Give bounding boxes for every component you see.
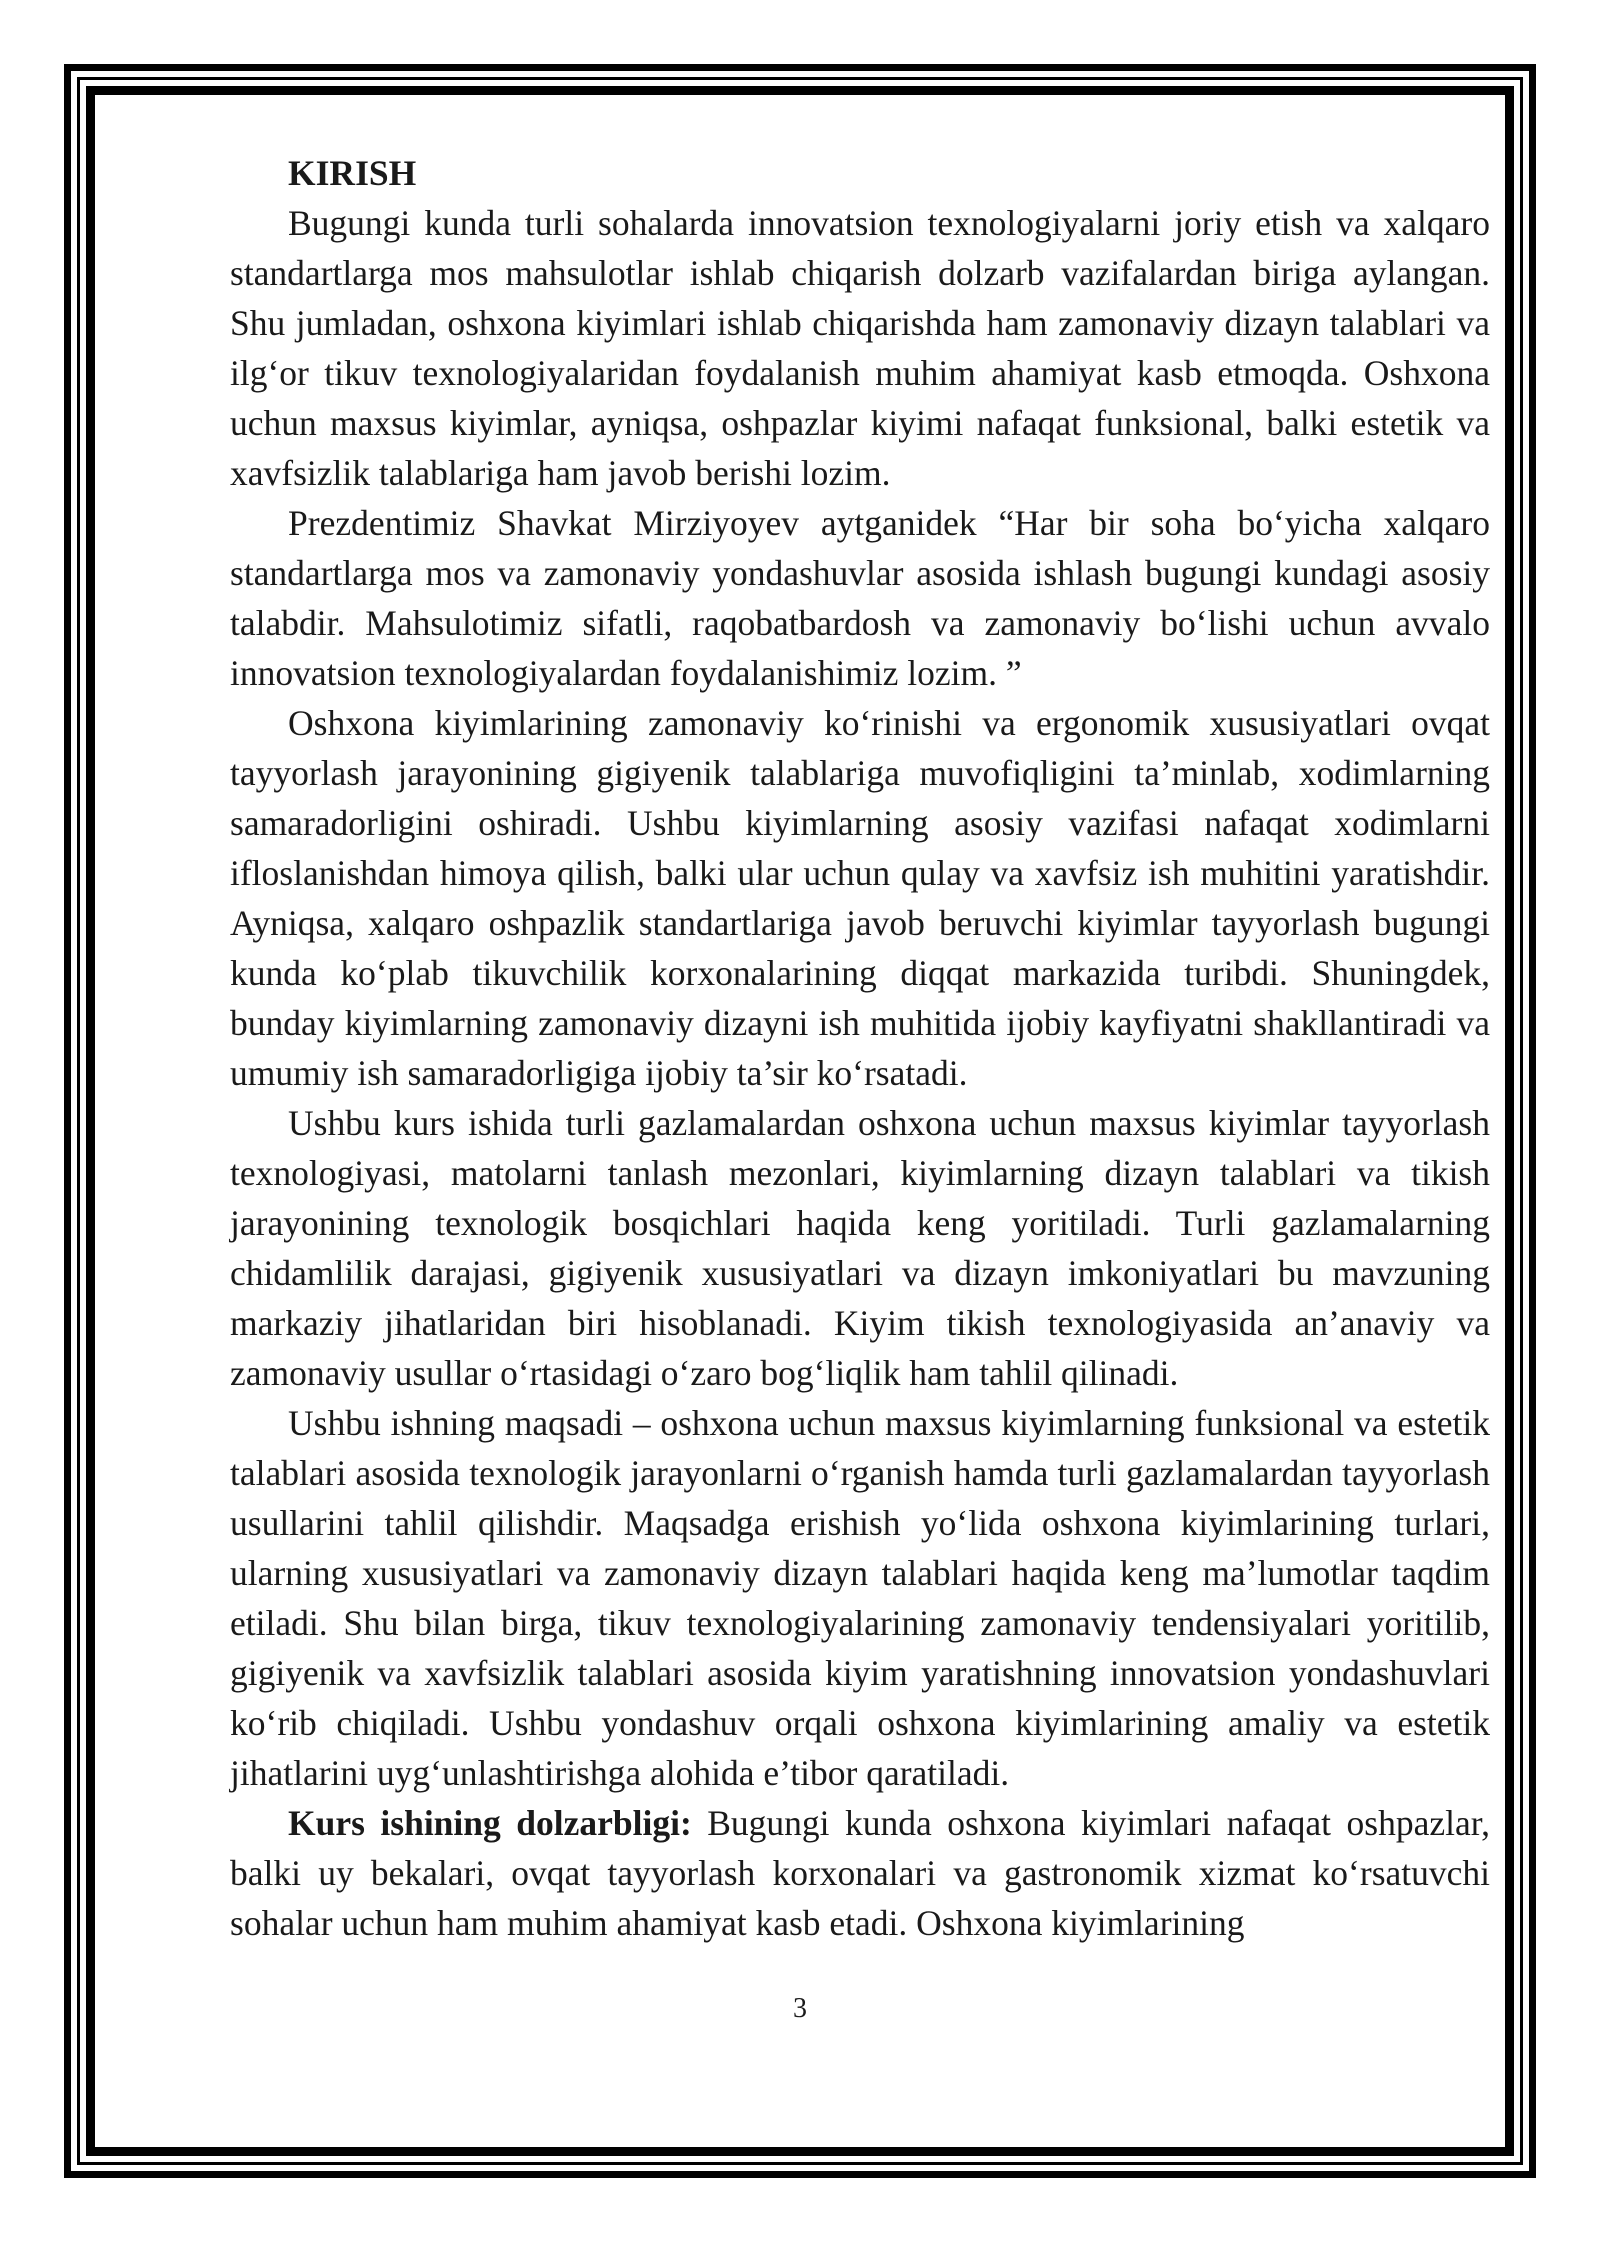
section-heading: KIRISH xyxy=(288,153,417,193)
page-number: 3 xyxy=(793,1993,807,2024)
paragraph-intro: Bugungi kunda turli sohalarda innovatsion texnologiyalarni joriy etish va xalqaro standartlarga mos mahsulotlar ishlab chiqarish dolzarb vazifalardan biriga aylangan. Shu jumladan, oshxona kiyimlari ishlab chiqarishda ham zamonaviy dizayn talablari va ilg‘or tikuv texnologiyalaridan foydalanish muhim ahamiyat kasb etmoqda. Oshxona uchun maxsus kiyimlar, ayniqsa, oshpazlar kiyimi nafaqat funksional, balki estetik va xavfsizlik talablariga ham javob berishi lozim. xyxy=(230,203,1490,493)
paragraph-goal: Ushbu ishning maqsadi – oshxona uchun maxsus kiyimlarning funksional va estetik talablari asosida texnologik jarayonlarni o‘rganish hamda turli gazlamalardan tayyorlash usullarini tahlil qilishdir. Maqsadga erishish yo‘lida oshxona kiyimlarining turlari, ularning xususiyatlari va zamonaviy dizayn talablari haqida keng ma’lumotlar taqdim etiladi. Shu bilan birga, tikuv texnologiyalarining zamonaviy tendensiyalari yoritilib, gigiyenik va xavfsizlik talablari asosida kiyim yaratishning innovatsion yondashuvlari ko‘rib chiqiladi. Ushbu yondashuv orqali oshxona kiyimlarining amaliy va estetik jihatlarini uyg‘unlashtirishga alohida e’tibor qaratiladi. xyxy=(230,1403,1490,1793)
paragraph-ergonomics: Oshxona kiyimlarining zamonaviy ko‘rinishi va ergonomik xususiyatlari ovqat tayyorlash jarayonining gigiyenik talablariga muvofiqligini ta’minlab, xodimlarning samaradorligini oshiradi. Ushbu kiyimlarning asosiy vazifasi nafaqat xodimlarni ifloslanishdan himoya qilish, balki ular uchun qulay va xavfsiz ish muhitini yaratishdir. Ayniqsa, xalqaro oshpazlik standartlariga javob beruvchi kiyimlar tayyorlash bugungi kunda ko‘plab tikuvchilik korxonalarining diqqat markazida turibdi. Shuningdek, bunday kiyimlarning zamonaviy dizayni ish muhitida ijobiy kayfiyatni shakllantiradi va umumiy ish samaradorligiga ijobiy ta’sir ko‘rsatadi. xyxy=(230,703,1490,1093)
paragraph-course-scope: Ushbu kurs ishida turli gazlamalardan oshxona uchun maxsus kiyimlar tayyorlash texnologiyasi, matolarni tanlash mezonlari, kiyimlarning dizayn talablari va tikish jarayonining texnologik bosqichlari haqida keng yoritiladi. Turli gazlamalarning chidamlilik darajasi, gigiyenik xususiyatlari va dizayn imkoniyatlari bu mavzuning markaziy jihatlaridan biri hisoblanadi. Kiyim tikish texnologiyasida an’anaviy va zamonaviy usullar o‘rtasidagi o‘zaro bog‘liqlik ham tahlil qilinadi. xyxy=(230,1103,1490,1393)
document-body xyxy=(230,148,1490,1948)
relevance-text: Bugungi kunda oshxona kiyimlari nafaqat oshpazlar, balki uy bekalari, ovqat tayyorlash korxonalari va gastronomik xizmat ko‘rsatuvchi sohalar uchun ham muhim ahamiyat kasb etadi. Oshxona kiyimlarining xyxy=(230,1803,1490,1943)
paragraph-quote: Prezdentimiz Shavkat Mirziyoyev aytganidek “Har bir soha bo‘yicha xalqaro standartlarga mos va zamonaviy yondashuvlar asosida ishlash bugungi kundagi asosiy talabdir. Mahsulotimiz sifatli, raqobatbardosh va zamonaviy bo‘lishi uchun avvalo innovatsion texnologiyalardan foydalanishimiz lozim. ” xyxy=(230,503,1490,693)
paragraph-relevance xyxy=(230,1798,1490,1948)
relevance-lead: Kurs ishining dolzarbligi: xyxy=(288,1803,692,1843)
